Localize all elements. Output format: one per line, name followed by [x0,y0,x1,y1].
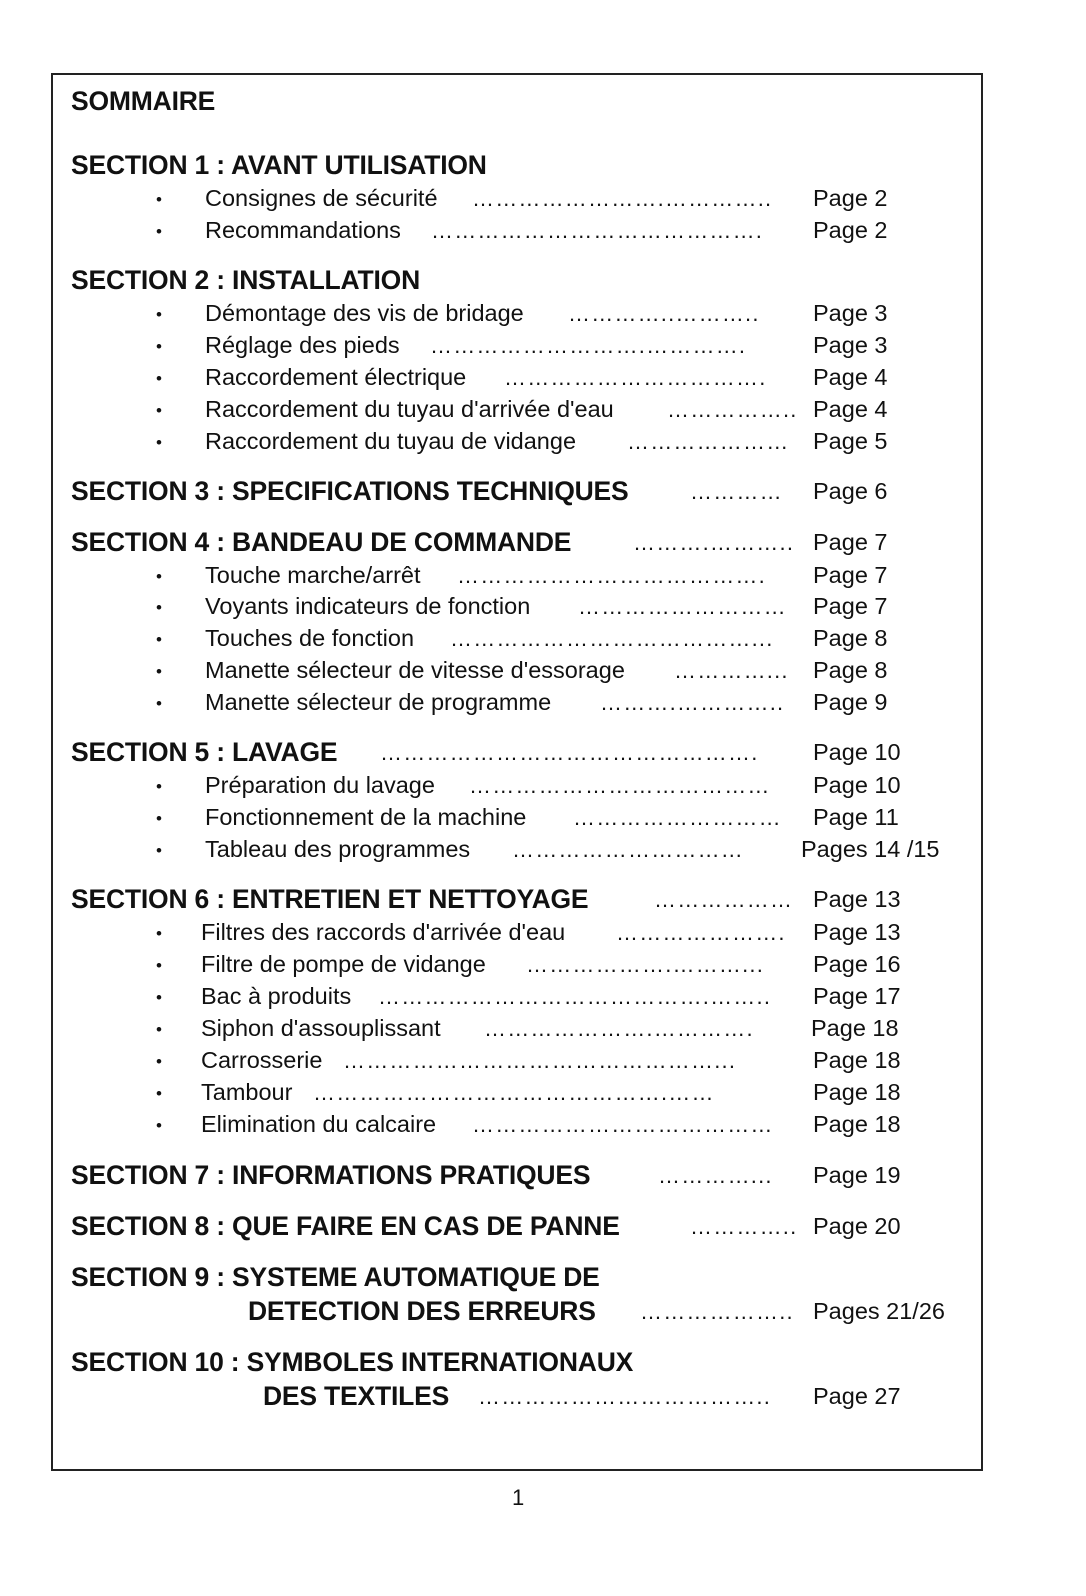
toc-item-label: Fonctionnement de la machine [205,804,527,830]
section-8-heading: SECTION 8 : QUE FAIRE EN CAS DE PANNE [71,1211,620,1241]
toc-item-leader: …………………………………………... [343,1048,737,1073]
toc-item-label: Filtre de pompe de vidange [201,951,486,977]
bullet-icon: • [156,956,162,975]
toc-item-label: Raccordement du tuyau d'arrivée d'eau [205,396,614,422]
section-leader: …………... [658,1163,773,1188]
toc-item-leader: …………... [674,658,789,683]
section-2-heading: SECTION 2 : INSTALLATION [71,265,421,295]
bullet-icon: • [156,337,162,356]
toc-item-page: Page 18 [813,1047,901,1073]
toc-item-leader: ………………………………… [469,773,771,798]
toc-item-leader: …………………………………….…….. [378,984,772,1009]
toc-item-leader: ……………………….…………. [430,333,747,358]
toc-item-page: Page 17 [813,983,901,1009]
bullet-icon: • [156,694,162,713]
section-page: Page 20 [813,1213,901,1239]
section-1-heading: SECTION 1 : AVANT UTILISATION [71,150,487,180]
bullet-icon: • [156,1020,162,1039]
section-leader: ……………….. [640,1299,794,1324]
bullet-icon: • [156,1052,162,1071]
toc-item-page: Page 18 [813,1111,901,1137]
bullet-icon: • [156,567,162,586]
section-page: Page 13 [813,886,901,912]
toc-item-page: Page 2 [813,185,888,211]
bullet-icon: • [156,1116,162,1135]
section-page: Page 10 [813,739,901,765]
toc-item-leader: ……………………………………. [431,218,764,243]
toc-item-label: Réglage des pieds [205,332,400,358]
toc-item-page: Page 4 [813,364,888,390]
section-10-heading-continued: DES TEXTILES [263,1381,450,1411]
toc-item-leader: …………….. [667,397,798,422]
bullet-icon: • [156,841,162,860]
toc-item-page: Page 10 [813,772,901,798]
section-page: Page 27 [813,1383,901,1409]
toc-item-leader: …………………….………….. [472,186,773,211]
section-page: Page 7 [813,529,888,555]
toc-item-label: Préparation du lavage [205,772,435,798]
toc-item-leader: ……………….………... [526,952,765,977]
section-5-heading: SECTION 5 : LAVAGE [71,737,338,767]
bullet-icon: • [156,630,162,649]
toc-item-page: Pages 14 /15 [801,836,940,862]
bullet-icon: • [156,369,162,388]
toc-item-leader: ………………………… [512,837,744,862]
toc-item-label: Touches de fonction [205,625,415,651]
toc-item-page: Page 7 [813,593,888,619]
section-4-heading: SECTION 4 : BANDEAU DE COMMANDE [71,527,572,557]
toc-item-label: Manette sélecteur de programme [205,689,552,715]
toc-item-leader: ……………………………………….…… [313,1080,715,1105]
toc-item-leader: ………………………………… [472,1112,774,1137]
section-leader: ……….……….. [633,530,795,555]
toc-item-label: Siphon d'assouplissant [201,1015,441,1041]
toc-item-leader: ………………….…………. [484,1016,754,1041]
toc-item-page: Page 18 [813,1079,901,1105]
bullet-icon: • [156,1084,162,1103]
toc-item-leader: ……………………………. [504,365,767,390]
toc-item-page: Page 2 [813,217,888,243]
toc-item-page: Page 16 [813,951,901,977]
toc-item-leader: …………..……….. [568,301,760,326]
toc-item-label: Touche marche/arrêt [205,562,421,588]
section-page: Page 19 [813,1162,901,1188]
toc-item-leader: ……….………….. [600,690,785,715]
toc-item-leader: …………………. [616,920,786,945]
toc-item-page: Page 3 [813,332,888,358]
bullet-icon: • [156,988,162,1007]
toc-item-leader: …………………………………... [450,626,774,651]
toc-item-label: Démontage des vis de bridage [205,300,524,326]
bullet-icon: • [156,305,162,324]
bullet-icon: • [156,401,162,420]
section-leader: …………………………………………. [380,740,759,765]
section-6-heading: SECTION 6 : ENTRETIEN ET NETTOYAGE [71,884,589,914]
toc-item-page: Page 11 [813,804,899,830]
toc-item-label: Tambour [201,1079,293,1105]
bullet-icon: • [156,809,162,828]
section-3-heading: SECTION 3 : SPECIFICATIONS TECHNIQUES [71,476,629,506]
toc-item-label: Elimination du calcaire [201,1111,437,1137]
section-page: Pages 21/26 [813,1298,945,1324]
bullet-icon: • [156,598,162,617]
toc-item-page: Page 13 [813,919,901,945]
toc-item-label: Raccordement du tuyau de vidange [205,428,577,454]
toc-item-label: Consignes de sécurité [205,185,438,211]
toc-item-label: Bac à produits [201,983,352,1009]
section-9-heading: SECTION 9 : SYSTEME AUTOMATIQUE DE [71,1262,600,1292]
toc-title: SOMMAIRE [71,86,216,116]
toc-item-page: Page 5 [813,428,888,454]
toc-item-label: Voyants indicateurs de fonction [205,593,531,619]
toc-item-label: Tableau des programmes [205,836,471,862]
section-9-heading-continued: DETECTION DES ERREURS [248,1296,596,1326]
section-10-heading: SECTION 10 : SYMBOLES INTERNATIONAUX [71,1347,634,1377]
toc-item-leader: ……………………… [578,594,787,619]
toc-item-page: Page 4 [813,396,888,422]
section-7-heading: SECTION 7 : INFORMATIONS PRATIQUES [71,1160,591,1190]
toc-item-leader: …………………………………. [457,563,766,588]
toc-item-page: Page 18 [811,1015,899,1041]
toc-item-page: Page 7 [813,562,888,588]
page-number: 1 [512,1485,525,1510]
bullet-icon: • [156,433,162,452]
toc-item-page: Page 8 [813,625,888,651]
toc-item-label: Carrosserie [201,1047,323,1073]
toc-item-label: Manette sélecteur de vitesse d'essorage [205,657,625,683]
toc-item-page: Page 9 [813,689,888,715]
toc-item-page: Page 8 [813,657,888,683]
toc-item-label: Recommandations [205,217,401,243]
section-leader: ………… [690,479,783,504]
bullet-icon: • [156,924,162,943]
section-leader: ……………………………….. [478,1384,772,1409]
toc-item-page: Page 3 [813,300,888,326]
bullet-icon: • [156,190,162,209]
toc-item-label: Raccordement électrique [205,364,467,390]
bullet-icon: • [156,662,162,681]
section-leader: ………….. [690,1214,798,1239]
bullet-icon: • [156,777,162,796]
section-page: Page 6 [813,478,888,504]
bullet-icon: • [156,222,162,241]
toc-item-label: Filtres des raccords d'arrivée d'eau [201,919,566,945]
section-leader: ……………… [654,887,794,912]
toc-item-leader: ………………… [627,429,790,454]
toc-item-leader: ……………………… [573,805,782,830]
